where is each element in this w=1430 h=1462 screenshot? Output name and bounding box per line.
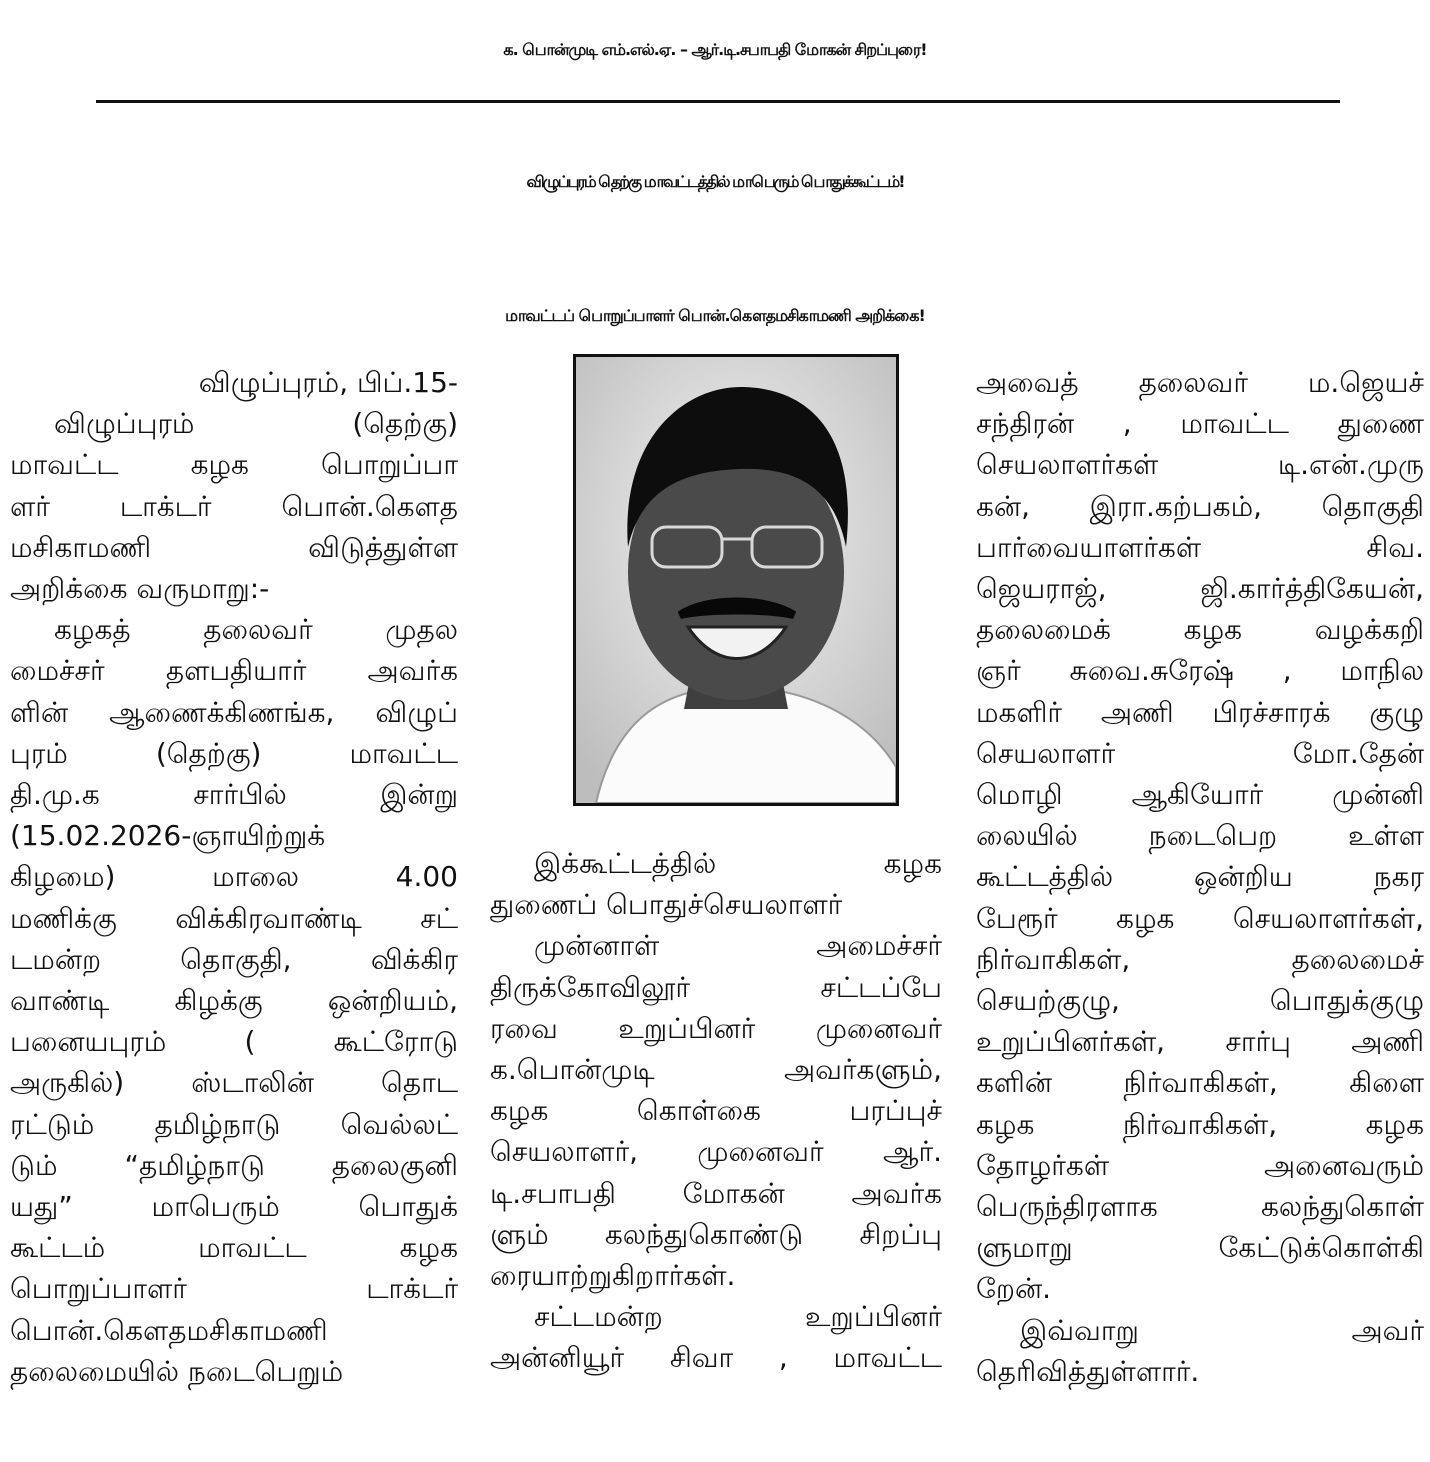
text-line: இக்கூட்டத்தில் கழக	[534, 847, 942, 880]
text-line: பேரூர் கழக செயலாளர்கள்,	[976, 901, 1424, 935]
text-line: கூட்டத்தில் ஒன்றிய நகர	[976, 860, 1424, 894]
text-line: செயலாளர் மோ.தேன்	[976, 736, 1424, 770]
text-line: செயலாளர், முனைவர் ஆர்.	[490, 1135, 942, 1169]
text-line: ரவை உறுப்பினர் முனைவர்	[490, 1011, 942, 1045]
text-line: விழுப்புரம் (தெற்கு)	[54, 407, 458, 441]
text-line: டி.சபாபதி மோகன் அவர்க	[490, 1176, 942, 1210]
text-line: ரட்டும் தமிழ்நாடு வெல்லட்	[10, 1107, 458, 1141]
text-line: செயலாளர்கள் டி.என்.முரு	[976, 448, 1424, 482]
text-line: முன்னாள் அமைச்சர்	[534, 929, 942, 963]
text-line: டமன்ற தொகுதி, விக்கிர	[10, 942, 458, 976]
text-line: கிழமை) மாலை 4.00	[10, 860, 458, 894]
text-line: இவ்வாறு அவர்	[1020, 1313, 1424, 1347]
text-line: டும் “தமிழ்நாடு தலைகுனி	[10, 1148, 458, 1182]
text-line: கூட்டம் மாவட்ட கழக	[10, 1231, 458, 1265]
text-line: விழுப்புரம், பிப்.15-	[198, 366, 458, 399]
text-line: வாண்டி கிழக்கு ஒன்றியம்,	[10, 984, 458, 1018]
text-line: ளுமாறு கேட்டுக்கொள்கி	[976, 1231, 1424, 1265]
text-line: களின் நிர்வாகிகள், கிளை	[976, 1066, 1424, 1100]
text-line: பெருந்திரளாக கலந்துகொள்	[976, 1190, 1424, 1224]
text-line: பொறுப்பாளர் டாக்டர்	[10, 1272, 458, 1306]
article-column-2	[490, 843, 942, 1379]
text-line: தி.மு.க சார்பில் இன்று	[10, 778, 458, 812]
text-line: றேன்.	[976, 1272, 1051, 1306]
article-column-1	[10, 362, 458, 1392]
text-line: ளும் கலந்துகொண்டு சிறப்பு	[490, 1217, 942, 1251]
sub-headline: மாவட்டப் பொறுப்பாளர் பொன்.கௌதமசிகாமணி அறிக்கை!	[505, 306, 925, 325]
kicker-headline: க. பொன்முடி எம்.எல்.ஏ. – ஆர்.டி.சபாபதி மோகன் சிறப்புரை!	[503, 40, 927, 59]
text-line: துணைப் பொதுச்செயலாளர்	[490, 888, 843, 922]
text-line: திருக்கோவிலூர் சட்டப்பே	[490, 970, 942, 1004]
text-line: தோழர்கள் அனைவரும்	[976, 1148, 1424, 1182]
text-line: பனையபுரம் ( கூட்ரோடு	[10, 1025, 458, 1059]
text-line: கழக நிர்வாகிகள், கழக	[976, 1107, 1424, 1141]
text-line: கன், இரா.கற்பகம், தொகுதி	[976, 489, 1424, 523]
text-line: க.பொன்முடி அவர்களும்,	[490, 1053, 942, 1087]
text-line: அறிக்கை வருமாறு:-	[10, 572, 270, 606]
text-line: அன்னியூர் சிவா , மாவட்ட	[490, 1341, 942, 1375]
text-line: மாவட்ட கழக பொறுப்பா	[10, 448, 458, 482]
text-line: தெரிவித்துள்ளார்.	[976, 1354, 1200, 1388]
text-line: ஞர் சுவை.சுரேஷ் , மாநில	[976, 654, 1424, 688]
text-line: தலைமைக் கழக வழக்கறி	[976, 613, 1424, 647]
text-line: மகளிர் அணி பிரச்சாரக் குழு	[976, 695, 1424, 729]
text-line: ரையாற்றுகிறார்கள்.	[490, 1259, 736, 1293]
text-line: மசிகாமணி விடுத்துள்ள	[10, 530, 458, 564]
text-line: சந்திரன் , மாவட்ட துணை	[976, 407, 1424, 441]
main-headline: விழுப்புரம் தெற்கு மாவட்டத்தில் மாபெரும் பொதுக்கூட்டம்!	[526, 172, 904, 191]
text-line: கழக கொள்கை பரப்புச்	[490, 1094, 942, 1128]
text-line: புரம் (தெற்கு) மாவட்ட	[10, 736, 458, 770]
kicker-rule	[96, 100, 1340, 103]
text-line: பார்வையாளர்கள் சிவ.	[976, 530, 1424, 564]
text-line: கழகத் தலைவர் முதல	[54, 613, 458, 647]
text-line: மொழி ஆகியோர் முன்னி	[976, 778, 1424, 812]
text-line: செயற்குழு, பொதுக்குழு	[976, 984, 1424, 1018]
text-line: அவைத் தலைவர் ம.ஜெயச்	[976, 366, 1424, 399]
text-line: அருகில்) ஸ்டாலின் தொட	[10, 1066, 458, 1100]
text-line: உறுப்பினர்கள், சார்பு அணி	[976, 1025, 1424, 1059]
text-line: நிர்வாகிகள், தலைமைச்	[976, 942, 1424, 976]
text-line: சட்டமன்ற உறுப்பினர்	[534, 1300, 942, 1334]
text-line: ஜெயராஜ், ஜி.கார்த்திகேயன்,	[976, 572, 1424, 606]
text-line: ளின் ஆணைக்கிணங்க, விழுப்	[10, 695, 458, 729]
text-line: மைச்சர் தளபதியார் அவர்க	[10, 654, 458, 688]
text-line: ளர் டாக்டர் பொன்.கௌத	[10, 489, 458, 523]
text-line: பொன்.கௌதமசிகாமணி	[10, 1313, 328, 1347]
text-line: (15.02.2026-ஞாயிற்றுக்	[10, 819, 326, 853]
portrait-photo	[573, 354, 899, 806]
article-column-3	[976, 362, 1424, 1392]
text-line: லையில் நடைபெற உள்ள	[976, 819, 1424, 853]
text-line: யது” மாபெரும் பொதுக்	[10, 1190, 458, 1224]
text-line: மணிக்கு விக்கிரவாண்டி சட்	[10, 901, 458, 935]
text-line: தலைமையில் நடைபெறும்	[10, 1354, 344, 1388]
portrait-icon	[576, 357, 896, 803]
